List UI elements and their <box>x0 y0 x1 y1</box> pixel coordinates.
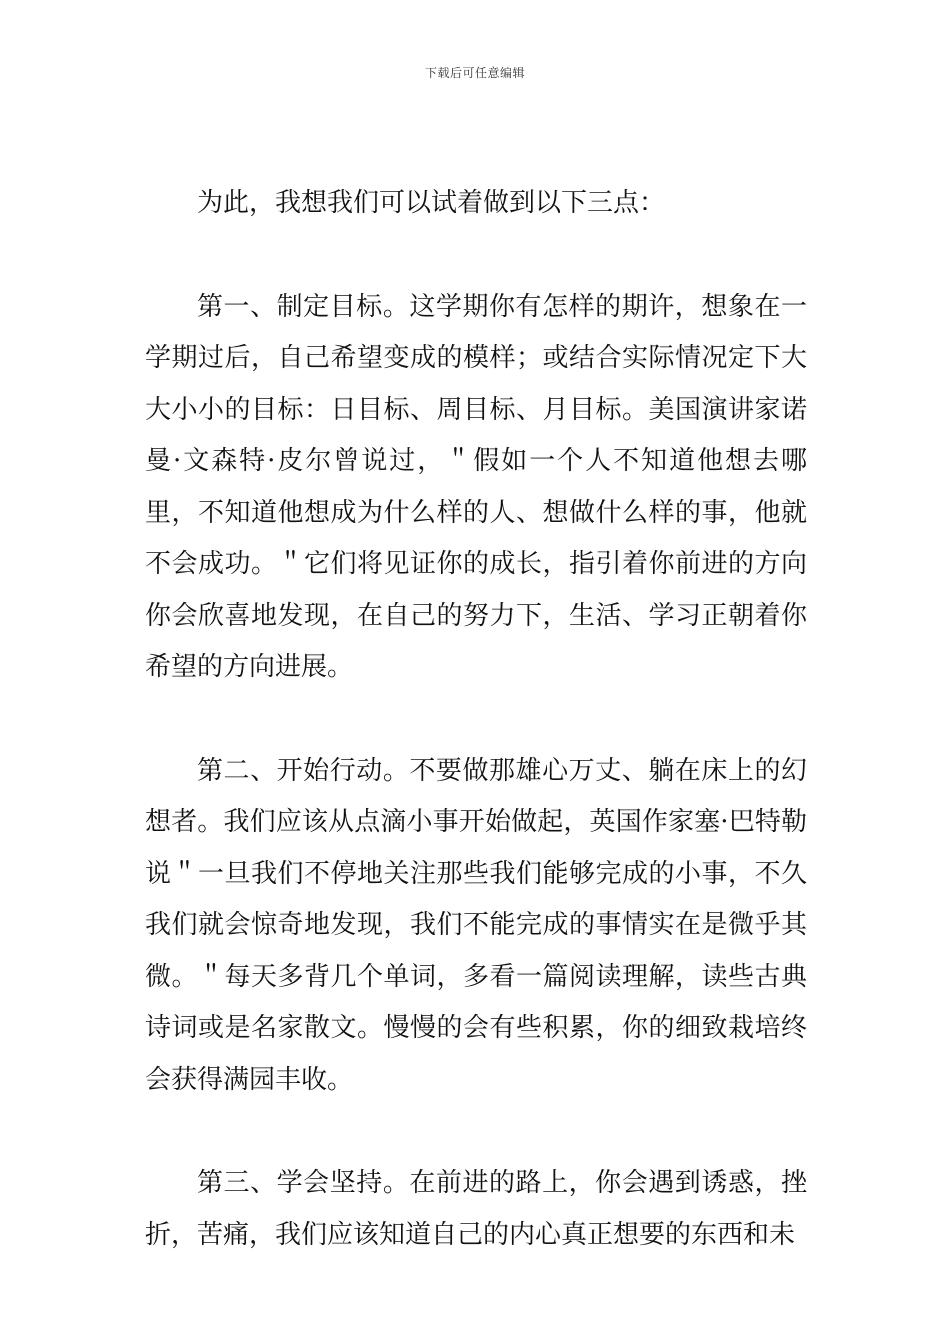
document-body <box>145 178 807 1261</box>
paragraph-point-one: 第一、制定目标。这学期你有怎样的期许，想象在一学期过后，自己希望变成的模样；或结合实际情况定下大大小小的目标：日目标、周目标、月目标。美国演讲家诺曼·文森特·皮尔曾说过，＂假如一个人不知道他想去哪里，不知道他想成为什么样的人、想做什么样的事，他就不会成功。＂它们将见证你的成长，指引着你前进的方向你会欣喜地发现，在自己的努力下，生活、学习正朝着你希望的方向进展。 <box>145 291 807 682</box>
paragraph-intro: 为此，我想我们可以试着做到以下三点： <box>197 188 666 218</box>
page-header-note: 下载后可任意编辑 <box>424 66 525 80</box>
paragraph-point-two: 第二、开始行动。不要做那雄心万丈、躺在床上的幻想者。我们应该从点滴小事开始做起，英国作家塞·巴特勒说＂一旦我们不停地关注那些我们能够完成的小事，不久我们就会惊奇地发现，我们不能完成的事情实在是微乎其微。＂每天多背几个单词，多看一篇阅读理解，读些古典诗词或是名家散文。慢慢的会有些积累，你的细致栽培终会获得满园丰收。 <box>145 755 807 1095</box>
paragraph-point-three: 第三、学会坚持。在前进的路上，你会遇到诱惑，挫折，苦痛，我们应该知道自己的内心真正想要的东西和未 <box>145 1168 807 1250</box>
